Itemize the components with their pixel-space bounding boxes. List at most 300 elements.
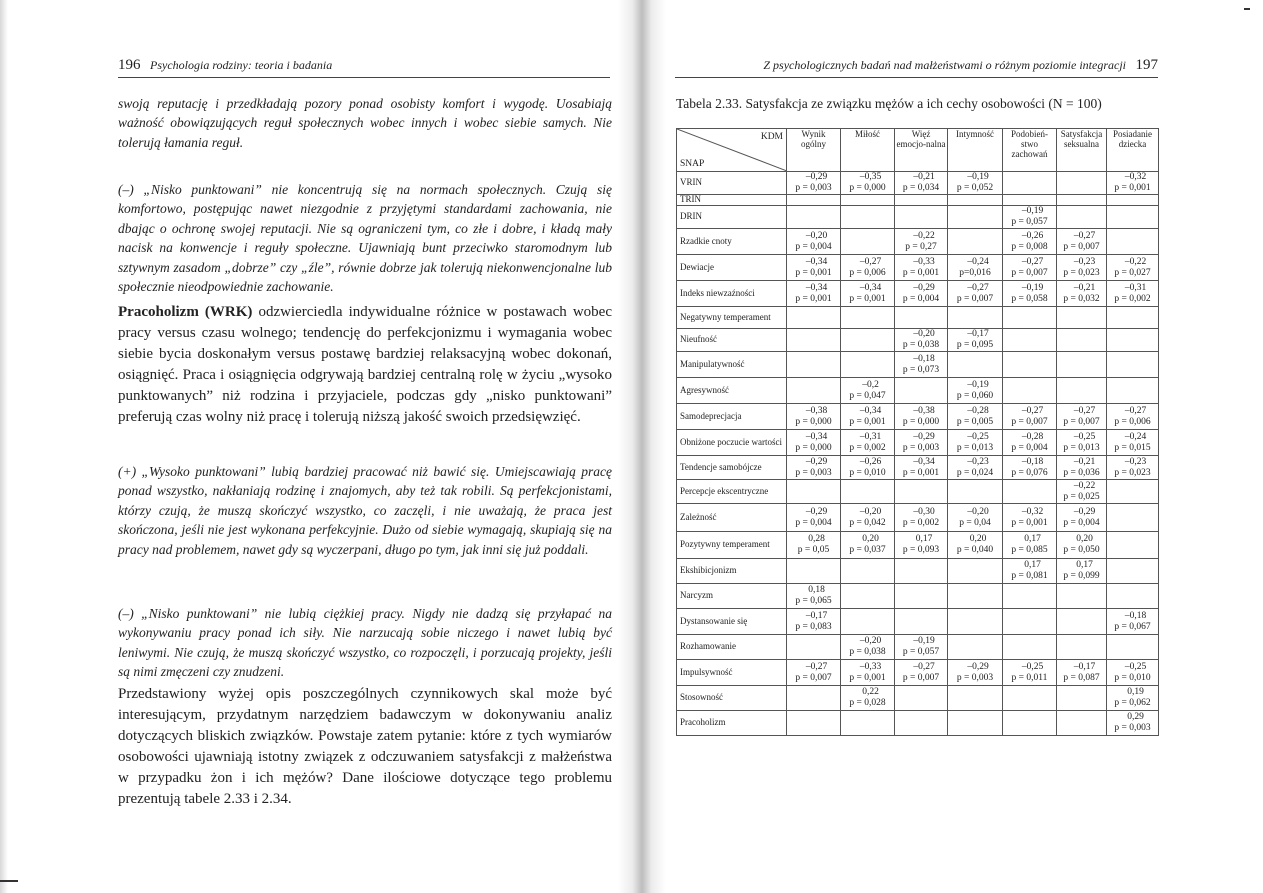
p-value: p = 0,003 <box>795 467 832 478</box>
table-cell <box>1107 532 1159 559</box>
correlation-value: –0,22 <box>913 230 935 241</box>
table-cell <box>1057 532 1107 559</box>
table-cell <box>1107 255 1159 281</box>
header-rule <box>118 77 610 78</box>
table-cell <box>895 711 948 736</box>
table-cell <box>841 532 895 559</box>
table-cell <box>1057 352 1107 378</box>
table-cell <box>1057 229 1107 255</box>
scan-mark <box>1244 8 1250 10</box>
correlation-value: –0,31 <box>1124 282 1147 293</box>
row-label: Agresywność <box>677 378 787 404</box>
table-cell <box>895 532 948 559</box>
p-value: p = 0,073 <box>902 364 940 375</box>
paragraph-high-scorers-work: (+) „Wysoko punktowani” lubią bardziej pracować niż bawić się. Umiejscawiają pracę ponad wszystko, nakłaniają rodzinę i znajomych, aby też tak robili. Są perfekcjonistami, którzy czują, że muszą skończyć wszystko, co zaczęli, i nie uważają, że praca jest skończona, jeśli nie jest wykonana perfekcyjnie. Dużo od siebie wymagają, skupiają się na pracy nad problemem, nawet gdy są wyczerpani, długo po tym, jak inni się już poddali. <box>118 464 612 557</box>
p-value: p = 0,000 <box>902 416 940 427</box>
table-row <box>677 711 1159 736</box>
table-row <box>677 430 1159 456</box>
table-cell <box>787 430 841 456</box>
p-value: p = 0,003 <box>795 183 832 193</box>
column-header: Satysfakcja seksualna <box>1057 129 1107 172</box>
row-label: Pracoholizm <box>677 711 787 736</box>
table-cell <box>841 172 895 195</box>
table-cell <box>787 329 841 352</box>
p-value: p = 0,087 <box>1063 672 1100 683</box>
p-value: p = 0,057 <box>902 647 940 657</box>
table-cell <box>1057 329 1107 352</box>
p-value: p = 0,007 <box>1011 267 1048 278</box>
table-row <box>677 660 1159 686</box>
row-label: Dystansowanie się <box>677 609 787 635</box>
table-cell <box>1003 195 1057 206</box>
correlation-value: –0,22 <box>1124 256 1147 267</box>
correlation-value: –0,34 <box>859 405 882 416</box>
table-row <box>677 480 1159 504</box>
correlation-value: 0,17 <box>1024 560 1041 570</box>
table-cell <box>1107 229 1159 255</box>
table-row <box>677 404 1159 430</box>
table-cell <box>948 430 1003 456</box>
table-cell <box>787 711 841 736</box>
correlation-value: –0,19 <box>913 636 935 646</box>
p-value: p = 0,004 <box>795 241 832 252</box>
column-header: Podobień-stwo zachowań <box>1003 129 1057 172</box>
p-value: p = 0,002 <box>849 442 886 453</box>
correlation-value: –0,20 <box>913 329 935 339</box>
correlation-value: –0,19 <box>1021 282 1044 293</box>
correlation-value: 0,17 <box>1076 560 1093 570</box>
corner-kdm-label: KDM <box>760 132 783 142</box>
table-cell <box>948 660 1003 686</box>
correlation-value: –0,25 <box>967 431 989 442</box>
table-cell <box>1057 504 1107 532</box>
table-cell <box>1003 307 1057 329</box>
correlation-value: –0,27 <box>1124 405 1147 416</box>
p-value: p = 0,005 <box>956 416 994 427</box>
row-label: Zależność <box>677 504 787 532</box>
table-cell <box>841 456 895 480</box>
table-cell <box>1107 660 1159 686</box>
row-label: Stosowność <box>677 686 787 711</box>
correlation-value: –0,23 <box>1073 256 1096 267</box>
table-cell <box>1057 307 1107 329</box>
right-page-number: 197 <box>1135 57 1158 73</box>
table-row <box>677 559 1159 584</box>
correlation-value: –0,23 <box>967 456 989 467</box>
table-cell <box>787 584 841 609</box>
table-cell <box>1003 609 1057 635</box>
table-row <box>677 206 1159 229</box>
row-label: Tendencje samobójcze <box>677 456 787 480</box>
table-cell <box>841 660 895 686</box>
p-value: p = 0,004 <box>1011 442 1048 453</box>
correlation-value: –0,34 <box>859 282 882 293</box>
table-cell <box>1107 711 1159 736</box>
p-value: p = 0,034 <box>902 183 940 193</box>
correlation-value: –0,25 <box>1073 431 1096 442</box>
table-row <box>677 504 1159 532</box>
correlation-value: –0,27 <box>1073 405 1096 416</box>
table-cell <box>1057 404 1107 430</box>
table-cell <box>841 559 895 584</box>
table-cell <box>841 584 895 609</box>
table-cell <box>841 281 895 307</box>
table-cell <box>1003 660 1057 686</box>
correlation-value: –0,27 <box>913 661 935 672</box>
correlation-value: –0,33 <box>913 256 935 267</box>
row-label: Narcyzm <box>677 584 787 609</box>
table-cell <box>948 711 1003 736</box>
p-value: p = 0,050 <box>1063 545 1100 555</box>
column-header: Posiadanie dziecka <box>1107 129 1159 172</box>
p-value: p = 0,04 <box>959 517 991 528</box>
table-cell <box>895 559 948 584</box>
paragraph-reputation: swoją reputację i przedkładają pozory ponad osobisty komfort i wygodę. Uosabiają ważność obowiązujących reguł społecznych wobec innych i wobec siebie samych. Nie tolerują łamania reguł. <box>118 96 612 150</box>
correlation-value: –0,28 <box>967 405 989 416</box>
correlation-value: –0,25 <box>1021 661 1044 672</box>
correlation-value: –0,28 <box>1021 431 1044 442</box>
correlation-value: –0,34 <box>805 431 828 442</box>
table-cell <box>1107 430 1159 456</box>
table-cell <box>1107 635 1159 660</box>
p-value: p = 0,007 <box>1063 241 1100 252</box>
table-row <box>677 281 1159 307</box>
table-cell <box>787 307 841 329</box>
table-cell <box>895 281 948 307</box>
correlation-value: –0,38 <box>913 405 935 416</box>
table-cell <box>841 480 895 504</box>
p-value: p = 0,083 <box>795 621 832 632</box>
p-value: p = 0,011 <box>1011 672 1048 683</box>
table-cell <box>1003 352 1057 378</box>
p-value: p = 0,007 <box>956 293 994 304</box>
p-value: p = 0,076 <box>1011 467 1048 478</box>
row-label: VRIN <box>677 172 787 195</box>
correlation-value: –0,29 <box>967 661 989 672</box>
header-rule <box>675 77 1158 78</box>
table-cell <box>787 532 841 559</box>
table-cell <box>1107 307 1159 329</box>
p-value: p = 0,007 <box>795 672 832 683</box>
correlation-value: –0,18 <box>1021 456 1044 467</box>
table-cell <box>1003 635 1057 660</box>
table-cell <box>1057 195 1107 206</box>
correlation-value: –0,27 <box>1021 256 1044 267</box>
table-cell <box>1057 172 1107 195</box>
table-cell <box>948 532 1003 559</box>
p-value: p = 0,010 <box>849 467 886 478</box>
right-running-title: Z psychologicznych badań nad małżeństwami o różnym poziomie integracji <box>763 58 1126 72</box>
correlation-value: –0,17 <box>967 329 989 339</box>
row-label: Rzadkie cnoty <box>677 229 787 255</box>
column-header: Więź emocjo-nalna <box>895 129 948 172</box>
table-cell <box>1107 195 1159 206</box>
correlation-value: –0,20 <box>859 636 882 646</box>
table-cell <box>948 559 1003 584</box>
p-value: p = 0,004 <box>1063 517 1100 528</box>
p-value: p = 0,003 <box>956 672 994 683</box>
paragraph-low-scorers-work: (–) „Nisko punktowani” nie lubią ciężkiej pracy. Nigdy nie dadzą się przyłapać na wykonywaniu pracy ponad ich siły. Nie narzucają sobie niczego i nawet lubią być leniwymi. Nie czują, że muszą skończyć wszystko, co rozpoczęli, i porzucają projekty, jeśli są nimi zmęczeni czy znudzeni. <box>118 606 612 680</box>
table-cell <box>1003 532 1057 559</box>
p-value: p = 0,028 <box>849 698 886 708</box>
table-cell <box>1107 584 1159 609</box>
table-cell <box>895 504 948 532</box>
table-cell <box>1003 559 1057 584</box>
correlation-value: –0,21 <box>1073 456 1096 467</box>
term-workaholism: Pracoholizm (WRK) <box>118 304 253 320</box>
row-label: Manipulatywność <box>677 352 787 378</box>
table-cell <box>1003 255 1057 281</box>
row-label: Impulsywność <box>677 660 787 686</box>
table-cell <box>895 660 948 686</box>
table-cell <box>1057 609 1107 635</box>
correlation-value: 0,18 <box>808 585 825 595</box>
correlation-value: –0,27 <box>1021 405 1044 416</box>
p-value: p = 0,023 <box>1063 267 1100 278</box>
correlation-value: 0,17 <box>1024 534 1041 544</box>
p-value: p = 0,001 <box>849 672 886 683</box>
table-cell <box>948 229 1003 255</box>
table-cell <box>1057 686 1107 711</box>
table-cell <box>841 504 895 532</box>
table-cell <box>1003 378 1057 404</box>
table-cell <box>948 352 1003 378</box>
correlation-value: –0,38 <box>805 405 828 416</box>
table-cell <box>895 307 948 329</box>
table-cell <box>1003 686 1057 711</box>
column-header: Intymność <box>948 129 1003 172</box>
p-value: p = 0,002 <box>1114 293 1151 304</box>
p-value: p = 0,057 <box>1011 217 1048 227</box>
table-cell <box>1107 456 1159 480</box>
table-cell <box>787 609 841 635</box>
p-value: p = 0,007 <box>1011 416 1048 427</box>
table-cell <box>787 635 841 660</box>
correlation-value: –0,34 <box>913 456 935 467</box>
correlation-value: –0,23 <box>1124 456 1147 467</box>
p-value: p = 0,060 <box>956 390 994 401</box>
table-cell <box>841 609 895 635</box>
table-cell <box>1057 255 1107 281</box>
p-value: p = 0,000 <box>795 416 832 427</box>
table-cell <box>841 229 895 255</box>
correlation-value: –0,21 <box>1073 282 1096 293</box>
correlation-value: –0,24 <box>1124 431 1147 442</box>
p-value: p = 0,001 <box>849 416 886 427</box>
p-value: p = 0,052 <box>956 183 994 193</box>
table-cell <box>841 195 895 206</box>
p-value: p = 0,013 <box>956 442 994 453</box>
table-cell <box>948 378 1003 404</box>
table-cell <box>1107 686 1159 711</box>
table-cell <box>1003 206 1057 229</box>
table-cell <box>1107 281 1159 307</box>
table-cell <box>1107 329 1159 352</box>
correlation-value: 0,20 <box>1076 534 1093 544</box>
table-cell <box>1057 378 1107 404</box>
table-cell <box>1003 404 1057 430</box>
table-cell <box>787 255 841 281</box>
p-value: p = 0,095 <box>956 340 994 350</box>
table-cell <box>787 352 841 378</box>
row-label: Dewiacje <box>677 255 787 281</box>
table-cell <box>1003 711 1057 736</box>
table-cell <box>787 172 841 195</box>
p-value: p = 0,010 <box>1114 672 1151 683</box>
table-cell <box>1057 559 1107 584</box>
left-running-header <box>118 57 611 74</box>
p-value: p = 0,085 <box>1011 545 1048 555</box>
p-value: p = 0,003 <box>902 442 940 453</box>
correlation-value: –0,20 <box>859 506 882 517</box>
table-cell <box>841 686 895 711</box>
p-value: p = 0,015 <box>1114 442 1151 453</box>
table-cell <box>1057 584 1107 609</box>
table-cell <box>787 404 841 430</box>
table-cell <box>787 378 841 404</box>
correlation-value: –0,20 <box>805 230 828 241</box>
table-header-row <box>677 129 1159 172</box>
p-value: p=0,016 <box>959 267 991 278</box>
table-cell <box>948 329 1003 352</box>
table-cell <box>841 352 895 378</box>
table-row <box>677 584 1159 609</box>
table-cell <box>895 329 948 352</box>
correlation-value: –0,34 <box>805 256 828 267</box>
table-cell <box>1003 584 1057 609</box>
table-cell <box>895 404 948 430</box>
correlation-value: –0,29 <box>805 506 828 517</box>
table-cell <box>895 430 948 456</box>
table-cell <box>895 172 948 195</box>
correlation-value: –0,27 <box>967 282 989 293</box>
correlation-value: –0,2 <box>862 379 879 390</box>
table-cell <box>948 195 1003 206</box>
p-value: p = 0,036 <box>1063 467 1100 478</box>
row-label: Obniżone poczucie wartości <box>677 430 787 456</box>
correlation-value: –0,34 <box>805 282 828 293</box>
table-cell <box>895 352 948 378</box>
table-cell <box>1003 172 1057 195</box>
correlation-value: –0,18 <box>913 353 935 364</box>
table-cell <box>1003 329 1057 352</box>
p-value: p = 0,040 <box>956 545 994 555</box>
p-value: p = 0,067 <box>1114 621 1151 632</box>
correlation-value: –0,17 <box>805 610 828 621</box>
p-value: p = 0,038 <box>902 340 940 350</box>
table-caption: Tabela 2.33. Satysfakcja ze związku mężów a ich cechy osobowości (N = 100) <box>676 96 1102 111</box>
table-cell <box>841 255 895 281</box>
correlation-value: 0,22 <box>862 687 879 697</box>
table-cell <box>895 456 948 480</box>
table-cell <box>948 456 1003 480</box>
scan-mark <box>0 880 18 882</box>
p-value: p = 0,007 <box>1063 416 1100 427</box>
correlation-value: –0,27 <box>1073 230 1096 241</box>
correlation-value: –0,17 <box>1073 661 1096 672</box>
book-gutter-shadow <box>618 0 666 893</box>
table-cell <box>1107 206 1159 229</box>
correlation-value: –0,35 <box>859 172 882 182</box>
table-cell <box>1107 378 1159 404</box>
correlation-value: –0,22 <box>1073 480 1096 491</box>
row-label: Negatywny temperament <box>677 307 787 329</box>
row-label: TRIN <box>677 195 787 206</box>
correlation-value: –0,18 <box>1124 610 1147 621</box>
table-cell <box>948 307 1003 329</box>
table-row <box>677 229 1159 255</box>
column-header: Miłość <box>841 129 895 172</box>
table-row <box>677 255 1159 281</box>
table-cell <box>948 480 1003 504</box>
table-row <box>677 686 1159 711</box>
table-cell <box>841 329 895 352</box>
p-value: p = 0,025 <box>1063 491 1100 502</box>
correlation-value: –0,27 <box>805 661 828 672</box>
table-cell <box>1003 430 1057 456</box>
p-value: p = 0,27 <box>905 241 937 252</box>
row-label: Samodeprecjacja <box>677 404 787 430</box>
correlation-value: –0,30 <box>913 506 935 517</box>
table-cell <box>841 206 895 229</box>
p-value: p = 0,058 <box>1011 293 1048 304</box>
correlation-value: –0,32 <box>1021 506 1044 517</box>
table-cell <box>1107 480 1159 504</box>
table-cell <box>787 229 841 255</box>
table-cell <box>1057 281 1107 307</box>
p-value: p = 0,001 <box>795 293 832 304</box>
table-cell <box>948 172 1003 195</box>
table-cell <box>1003 480 1057 504</box>
table-cell <box>948 504 1003 532</box>
correlation-value: 0,20 <box>862 534 879 544</box>
correlation-value: 0,19 <box>1127 687 1144 697</box>
p-value: p = 0,001 <box>1114 183 1151 193</box>
table-row <box>677 172 1159 195</box>
p-value: p = 0,008 <box>1011 241 1048 252</box>
p-value: p = 0,038 <box>849 647 886 657</box>
p-value: p = 0,000 <box>849 183 886 193</box>
table-row <box>677 635 1159 660</box>
table-cell <box>1107 504 1159 532</box>
table-cell <box>1107 172 1159 195</box>
table-cell <box>948 635 1003 660</box>
correlation-value: –0,29 <box>805 172 828 182</box>
table-cell <box>841 307 895 329</box>
table-cell <box>1003 456 1057 480</box>
table-cell <box>1003 504 1057 532</box>
correlation-value: 0,28 <box>808 534 825 544</box>
left-running-title: Psychologia rodziny: teoria i badania <box>150 58 333 72</box>
table-cell <box>787 206 841 229</box>
p-value: p = 0,037 <box>849 545 886 555</box>
table-cell <box>1107 404 1159 430</box>
table-corner-cell <box>677 129 787 172</box>
correlation-table <box>676 128 1159 736</box>
p-value: p = 0,032 <box>1063 293 1100 304</box>
row-label: Nieufność <box>677 329 787 352</box>
table-cell <box>1057 711 1107 736</box>
p-value: p = 0,062 <box>1114 698 1151 708</box>
p-value: p = 0,006 <box>849 267 886 278</box>
correlation-value: 0,20 <box>969 534 987 544</box>
paragraph-workaholism-definition: Pracoholizm (WRK) odzwierciedla indywidualne różnice w postawach wobec pracy versus czasu wolnego; tendencję do perfekcjonizmu i wymagania wobec siebie bycia doskonałym versus postawę bardziej relaksacyjną wobec dokonań, osiągnięć. Praca i osiągnięcia odgrywają bardziej centralną rolę w życiu „wysoko punktowanych” niż rodzina i przyjaciele, podczas gdy „nisko punktowani” preferują czas wolny niż pracę i tolerują niższą jakość swoich przedsięwzięć. <box>118 304 612 425</box>
table-cell <box>787 480 841 504</box>
row-label: Indeks niewzaźności <box>677 281 787 307</box>
table-cell <box>1057 456 1107 480</box>
table-cell <box>948 609 1003 635</box>
correlation-value: –0,19 <box>1021 206 1044 216</box>
